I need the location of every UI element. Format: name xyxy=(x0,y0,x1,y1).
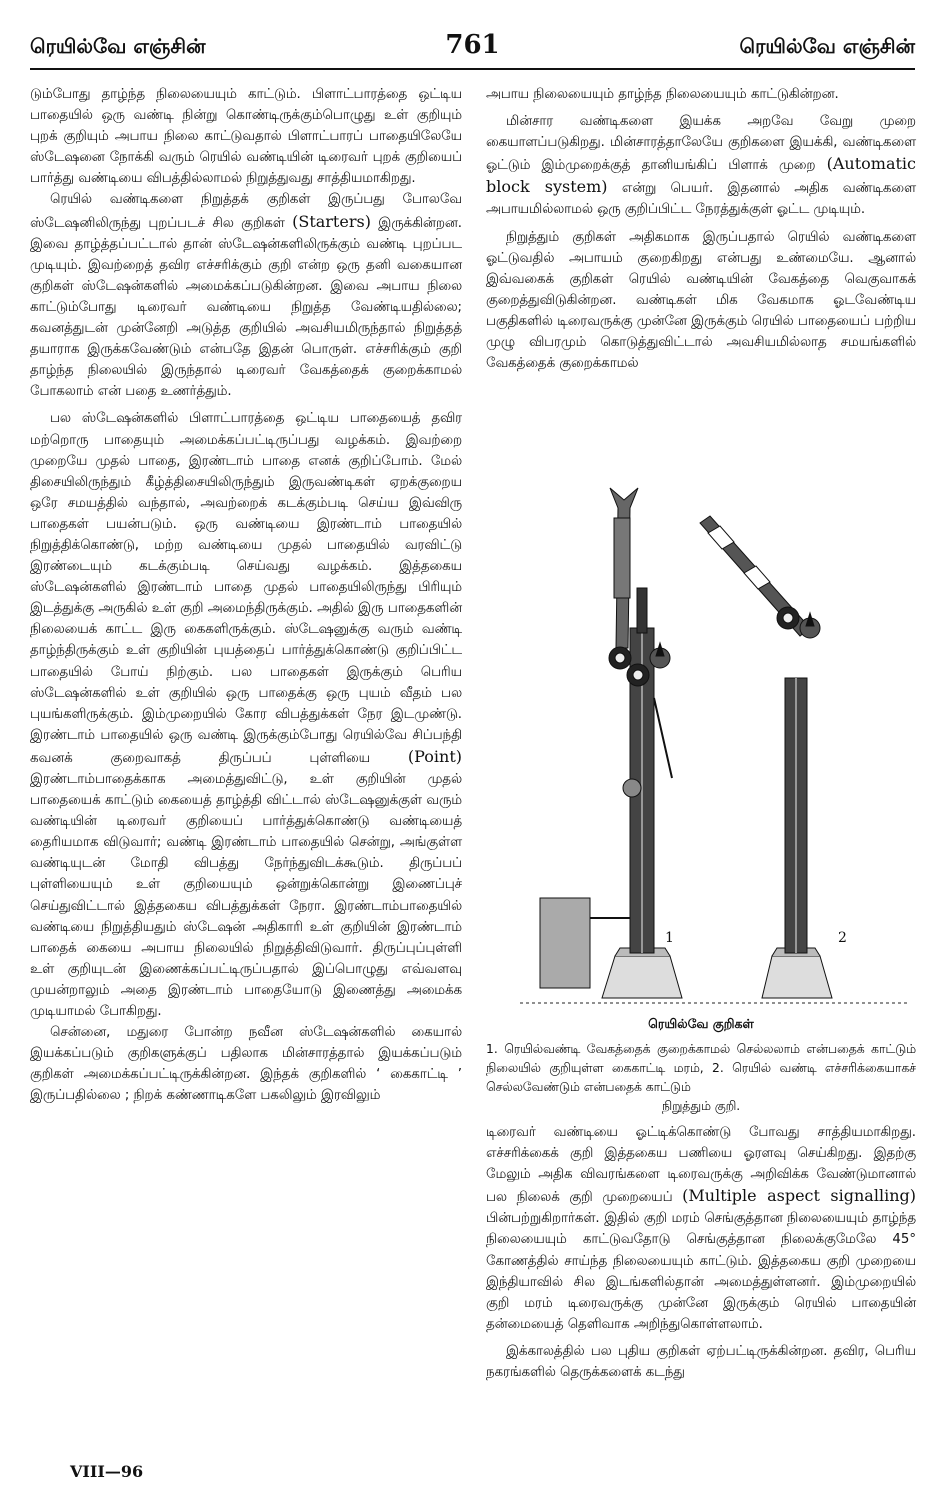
english-term: (Multiple aspect signalling) xyxy=(682,1186,916,1206)
railway-signals-illustration xyxy=(520,478,910,1013)
volume-signature: VIII—96 xyxy=(70,1462,144,1481)
paragraph-text: இரண்டாம்பாதைக்காக அமைத்துவிட்டு, உள் குறியின் முதல் பாதையைக் காட்டும் கையைத் தாழ்த்தி விட்டால் ஸ்டேஷனுக்குள் வரும் வண்டியின் டிரைவர் குறியைப் பார்த்துக்கொண்டு வண்டியைத் தைரியமாக விடுவார்; வண்டி இரண்டாம் பாதையில் சென்று, அங்குள்ள வண்டியுடன் மோதி விபத்து நேர்ந்துவிடக்கூடும். திருப்பப் புள்ளியையும் உள் குறியையும் ஒன்றுக்கொன்று இணைப்புச் செய்துவிட்டால் இத்தகைய விபத்துக்கள் நேரா. இரண்டாம்பாதையில் வண்டியை நிறுத்தியதும் ஸ்டேஷன் அதிகாரி உள் குறியின் இரண்டாம் பாதைக் கையை அபாய நிலையில் நிறுத்திவிடுவார். திருப்புப்புள்ளி உள் குறியுடன் இணைக்கப்பட்டிருப்பதால் இப்பொழுது எவ்வளவு முயன்றாலும் அதை இரண்டாம் பாதையோடு இணைத்து அமைக்க முடியாமல் போகிறது. xyxy=(30,772,462,1020)
figure-caption-text: 1. ரெயில்வண்டி வேகத்தைக் குறைக்காமல் செல்லலாம் என்பதைக் காட்டும் நிலையில் குறியுள்ள கைகாட்டி மரம், 2. ரெயில் வண்டி எச்சரிக்கையாகச் செல்லவேண்டும் என்பதைக் காட்டும் xyxy=(486,1042,916,1094)
paragraph xyxy=(30,408,462,1022)
paragraph xyxy=(486,1122,916,1335)
english-term: (Automatic block system) xyxy=(486,154,916,197)
paragraph-text: பல ஸ்டேஷன்களில் பிளாட்பாரத்தை ஒட்டிய பாதையைத் தவிர மற்றொரு பாதையும் அமைக்கப்பட்டிருப்பது வழக்கம். இவற்றை முறையே முதல் பாதை, இரண்டாம் பாதை எனக் குறிப்போம். மேல் திசையிலிருந்தும் கீழ்த்திசையிலிருந்தும் இருவண்டிகள் ஏறக்குறைய ஒரே சமயத்தில் வந்தால், அவற்றைக் கடக்கும்படி செய்ய இவ்விரு பாதைகள் பயன்படும். ஒரு வண்டியை இரண்டாம் பாதையில் நிறுத்திக்கொண்டு, மற்ற வண்டியை முதல் பாதையில் வரவிட்டு இரண்டையும் கடக்கும்படி செய்வது வழக்கம். இத்தகைய ஸ்டேஷன்களில் இரண்டாம் பாதை முதல் பாதையிலிருந்து பிரியும் இடத்துக்கு அருகில் உள் குறி அமைந்திருக்கும். அதில் இரு பாதைகளின் நிலையைக் காட்ட இரு கைகளிருக்கும். ஸ்டேஷனுக்கு வரும் வண்டி தாழ்ந்திருக்கும் உள் குறியின் புயத்தைப் பார்த்துக்கொண்டு குறிப்பிட்ட பாதையில் போய் நிற்கும். பல பாதைகள் இருக்கும் பெரிய ஸ்டேஷன்களில் உள் குறியில் ஒரு பாதைக்கு ஒரு புயம் வீதம் பல புயங்களிருக்கும். இம்முறையில் கோர விபத்துக்கள் நேர இடமுண்டு. இரண்டாம் பாதையில் ஒரு வண்டி இருக்கும்போது ரெயில்வே சிப்பந்தி கவனக் குறைவாகத் திருப்பப் புள்ளியை xyxy=(30,411,462,766)
figure-caption-title: ரெயில்வே குறிகள் xyxy=(648,1016,754,1031)
paragraph: சென்னை, மதுரை போன்ற நவீன ஸ்டேஷன்களில் கையால் இயக்கப்படும் குறிகளுக்குப் பதிலாக மின்சாரத்தால் இயக்கப்படும் குறிகள் அமைக்கப்பட்டிருக்கின்றன. இந்தக் குறிகளில் ‘ கைகாட்டி ’ இருப்பதில்லை ; நிறக் கண்ணாடிகளே பகலிலும் இரவிலும் xyxy=(30,1025,462,1104)
semaphore-signals-drawing xyxy=(520,478,910,1013)
paragraph: நிறுத்தும் குறிகள் அதிகமாக இருப்பதால் ரெயில் வண்டிகளை ஓட்டுவதில் அபாயம் குறைகிறது என்பது உண்மையே. ஆனால் இவ்வகைக் குறிகள் ரெயில் வண்டியின் வேகத்தை வெகுவாகக் குறைத்துவிடுகின்றன. வண்டிகள் மிக வேகமாக ஓடவேண்டிய பகுதிகளில் டிரைவருக்கு முன்னே இருக்கும் ரெயில் பாதையைப் பற்றிய முழு விபரமும் கொடுத்துவிட்டால் அவசியமில்லாத சமயங்களில் வேகத்தைக் குறைக்காமல் xyxy=(486,229,916,372)
paragraph xyxy=(30,189,462,402)
paragraph-text: என்று பெயர். இதனால் அதிக வண்டிகளை அபாயமில்லாமல் ஒரு குறிப்பிட்ட நேரத்துக்குள் ஓட்ட முடியும். xyxy=(486,181,917,218)
paragraph-text: பின்பற்றுகிறார்கள். இதில் குறி மரம் செங்குத்தான நிலையையும் தாழ்ந்த நிலையையும் காட்டுவதோடு செங்குத்தான நிலைக்குமேலே 45° கோணத்தில் சாய்ந்த நிலையையும் காட்டும். இத்தகைய குறி முறையை இந்தியாவில் சில இடங்களில்தான் அமைத்துள்ளனர். இம்முறையில் குறி மரம் டிரைவருக்கு முன்னே இருக்கும் ரெயில் பாதையின் தன்மையைத் தெளிவாக அறிந்துகொள்ளலாம். xyxy=(486,1211,916,1332)
paragraph-text: டிரைவர் வண்டியை ஓட்டிக்கொண்டு போவது சாத்தியமாகிறது. எச்சரிக்கைக் குறி இத்தகைய பணியை ஓரளவு செய்கிறது. இதற்கு மேலும் அதிக விவரங்களை டிரைவருக்கு அறிவிக்க வேண்டுமானால் பல நிலைக் குறி முறையைப் xyxy=(486,1125,916,1206)
figure-caption xyxy=(486,1040,916,1116)
figure-label-1: 1 xyxy=(665,930,674,946)
paragraph-text: மின்சார வண்டிகளை இயக்க அறவே வேறு முறை கையாளப்படுகிறது. மின்சாரத்தாலேயே குறிகளை இயக்கி, வண்டிகளை ஓட்டும் இம்முறைக்குத் தானியங்கிப் பிளாக் முறை xyxy=(486,114,916,174)
running-head-right: ரெயில்வே எஞ்சின் xyxy=(739,34,915,58)
figure-label-2: 2 xyxy=(838,930,847,946)
paragraph: அபாய நிலையையும் தாழ்ந்த நிலையையும் காட்டுகின்றன. xyxy=(486,87,839,102)
paragraph xyxy=(486,111,916,220)
english-term: (Point) xyxy=(407,746,463,766)
signal-post-1 xyxy=(540,488,682,998)
paragraph-text: ரெயில் வண்டிகளை நிறுத்தக் குறிகள் இருப்பது போலவே ஸ்டேஷனிலிருந்து புறப்படச் சில குறிகள் xyxy=(30,192,462,231)
paragraph: டும்போது தாழ்ந்த நிலையையும் காட்டும். பிளாட்பாரத்தை ஒட்டிய பாதையில் ஒரு வண்டி நின்று கொண்டிருக்கும்பொழுது உள் குறியும் புறக் குறியும் அபாய நிலை காட்டுவதால் பிளாட்பாரப் பாதையிலேயே ஸ்டேஷனை நோக்கி வரும் ரெயில் வண்டியின் டிரைவர் புறக் குறியைப் பார்த்து வண்டியை விபத்தில்லாமல் நிறுத்துவது சாத்தியமாகிறது. xyxy=(30,87,462,187)
right-column-top xyxy=(486,84,916,374)
paragraph: இக்காலத்தில் பல புதிய குறிகள் ஏற்பட்டிருக்கின்றன. தவிர, பெரிய நகரங்களில் தெருக்களைக் கடந்து xyxy=(486,1343,916,1381)
running-head-left: ரெயில்வே எஞ்சின் xyxy=(30,34,206,58)
page-number: 761 xyxy=(445,30,500,60)
right-column-bottom xyxy=(486,1122,916,1383)
left-column xyxy=(30,84,462,1107)
page-header xyxy=(30,28,915,70)
paragraph-text: இருக்கின்றன. இவை தாழ்த்தப்பட்டால் தான் ஸ்டேஷன்களிலிருக்கும் வண்டி புறப்பட முடியும். இவற்றைத் தவிர எச்சரிக்கும் குறி என்ற ஒரு தனி வகையான குறிகள் ஸ்டேஷன்களில் அமைக்கப்படுகின்றன. இவை அபாய நிலை காட்டும்போது டிரைவர் வண்டியை நிறுத்த வேண்டியதில்லை; கவனத்துடன் முன்னேறி அடுத்த குறியில் அவசியமிருந்தால் நிறுத்தத் தயாராக இருக்கவேண்டும் என்பதே இதன் பொருள். எச்சரிக்கும் குறி தாழ்ந்த நிலையில் இருந்தால் டிரைவர் வேகத்தைக் குறைக்காமல் போகலாம் என் பதை உணர்த்தும். xyxy=(30,215,462,400)
signal-post-2 xyxy=(700,516,832,998)
english-term: (Starters) xyxy=(292,211,371,231)
figure-caption-last-line: நிறுத்தும் குறி. xyxy=(661,1099,741,1113)
